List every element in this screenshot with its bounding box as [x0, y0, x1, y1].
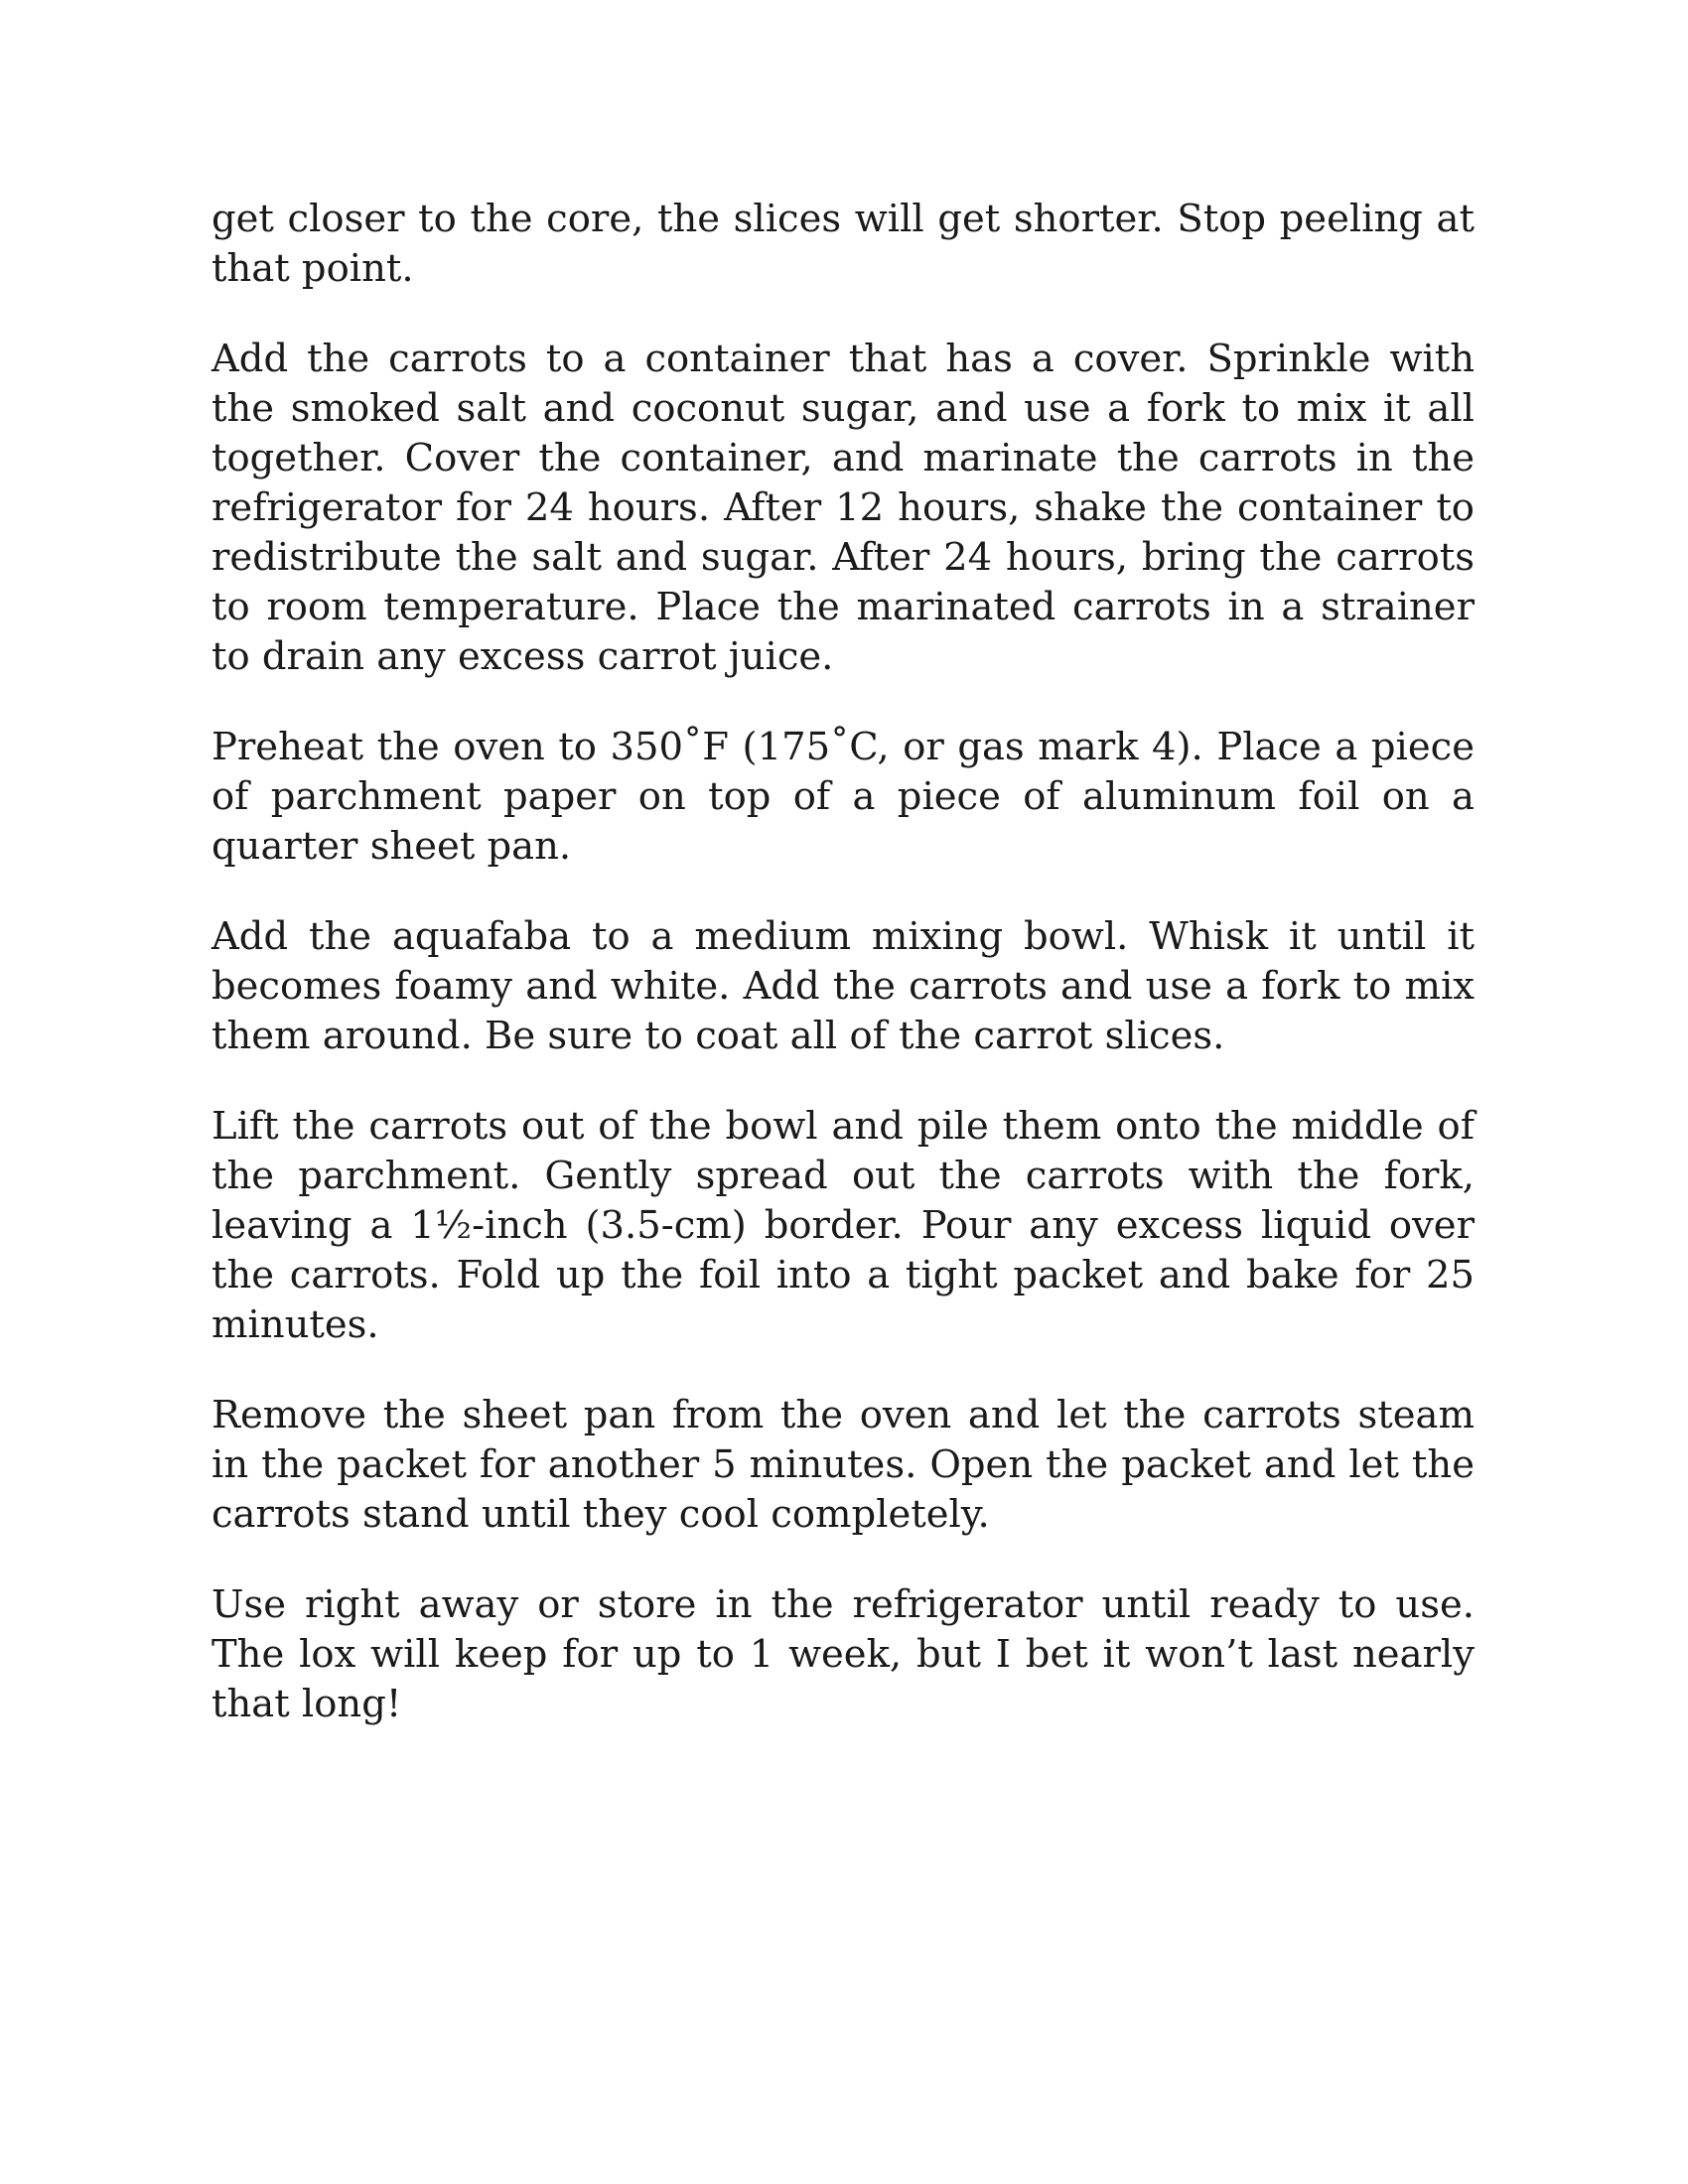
recipe-instructions: [211, 195, 1475, 1770]
paragraph-peeling-continued: get closer to the core, the slices will get shorter. Stop peeling at that point.: [211, 197, 1475, 291]
paragraph-bake: Lift the carrots out of the bowl and pile them onto the middle of the parchment. Gently spread out the carrots with the fork, leaving a 1½-inch (3.5-cm) border. Pour any excess liquid over the carrots. Fold up the foil into a tight packet and bake for 25 minutes.: [211, 1104, 1475, 1347]
paragraph-marinate: Add the carrots to a container that has a cover. Sprinkle with the smoked salt and coconut sugar, and use a fork to mix it all together. Cover the container, and marinate the carrots in the refrigerator for 24 hours. After 12 hours, shake the container to redistribute the salt and sugar. After 24 hours, bring the carrots to room temperature. Place the marinated carrots in a strainer to drain any excess carrot juice.: [211, 337, 1475, 679]
paragraph-aquafaba: Add the aquafaba to a medium mixing bowl. Whisk it until it becomes foamy and white. Add the carrots and use a fork to mix them around. Be sure to coat all of the carrot slices.: [211, 914, 1475, 1058]
paragraph-steam-cool: Remove the sheet pan from the oven and let the carrots steam in the packet for another 5 minutes. Open the packet and let the carrots stand until they cool completely.: [211, 1393, 1475, 1537]
paragraph-storage: Use right away or store in the refrigerator until ready to use. The lox will keep for up to 1 week, but I bet it won’t last nearly that long!: [211, 1582, 1475, 1726]
paragraph-preheat-oven: Preheat the oven to 350˚F (175˚C, or gas mark 4). Place a piece of parchment paper on top of a piece of aluminum foil on a quarter sheet pan.: [211, 725, 1475, 869]
